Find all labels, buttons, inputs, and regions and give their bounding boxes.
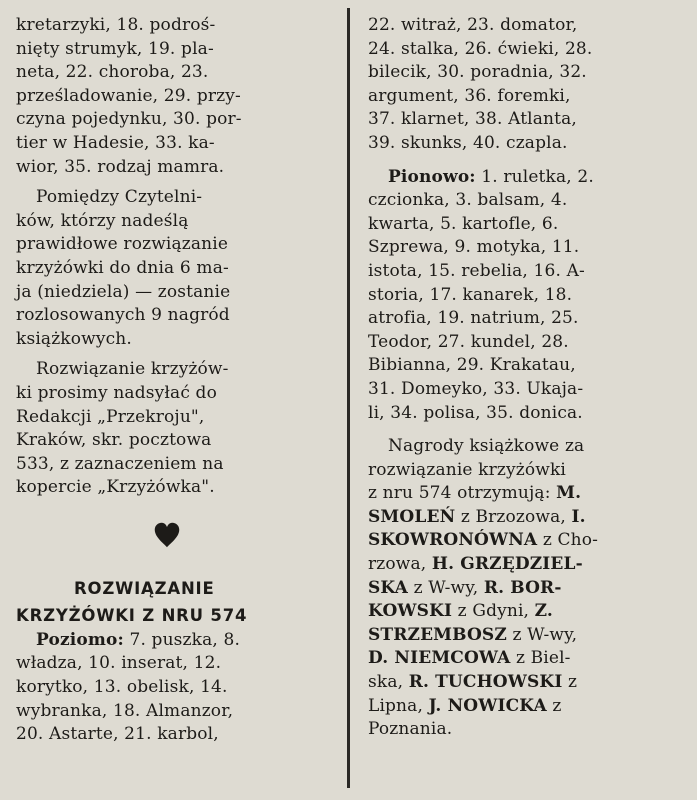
winner-name: STRZEMBOSZ [368, 624, 507, 645]
text-run: Lipna, [368, 695, 429, 716]
winner-name: M. [556, 483, 582, 504]
text-line: rozwiązanie krzyżówki [368, 459, 567, 480]
text-run: z Brzozowa, [455, 506, 572, 527]
text-line: władza, 10. inserat, 12. [16, 653, 222, 674]
solution-heading-line: ROZWIĄZANIE [74, 578, 215, 598]
text-line: prawidłowe rozwiązanie [16, 234, 229, 255]
vertical-answers [368, 166, 690, 426]
winner-name: KOWSKI [368, 601, 453, 622]
text-run: z Cho- [537, 530, 599, 551]
winners-list [368, 435, 690, 742]
winner-name: D. NIEMCOWA [368, 648, 511, 669]
text-line [16, 629, 328, 653]
text-line: 37. klarnet, 38. Atlanta, [368, 109, 577, 130]
winner-name: SKOWRONÓWNA [368, 530, 538, 551]
text-line: korytko, 13. obelisk, 14. [16, 677, 228, 698]
text-line [368, 624, 690, 648]
text-line: 39. skunks, 40. czapla. [368, 132, 568, 153]
winner-name: SMOLEŃ [368, 506, 456, 527]
text-line [368, 600, 690, 624]
horizontal-answers [16, 629, 328, 747]
winner-name: H. GRZĘDZIEL- [431, 554, 583, 575]
winner-name: Z. [534, 601, 553, 622]
text-line: wybranka, 18. Almanzor, [16, 700, 234, 721]
text-line: Teodor, 27. kundel, 28. [368, 331, 569, 352]
text-run: z W-wy, [408, 577, 484, 598]
text-line: 533, z zaznaczeniem na [16, 453, 224, 474]
text-line: istota, 15. rebelia, 16. A- [368, 260, 585, 281]
text-line [368, 695, 690, 719]
text-line: tier w Hadesie, 33. ka- [16, 132, 215, 153]
text-run: rzowa, [368, 554, 432, 575]
winner-name: R. TUCHOWSKI [408, 672, 563, 693]
text-line: Nagrody książkowe za [388, 436, 585, 457]
text-line [368, 166, 690, 190]
text-line: czyna pojedynku, 30. por- [16, 109, 242, 130]
text-run: z Biel- [510, 648, 571, 669]
text-run: z [546, 695, 562, 716]
text-line: bilecik, 30. poradnia, 32. [368, 62, 587, 83]
heart-icon [153, 521, 181, 549]
text-line: czcionka, 3. balsam, 4. [368, 190, 568, 211]
text-line: argument, 36. foremki, [368, 85, 571, 106]
solution-heading-line: KRZYŻÓWKI Z NRU 574 [16, 605, 248, 625]
horizontal-first: 7. puszka, 8. [123, 629, 241, 650]
left-column [16, 14, 328, 747]
text-run: z [562, 672, 578, 693]
winner-name: SKA [368, 577, 409, 598]
text-run: z W-wy, [506, 624, 578, 645]
submission-notice [16, 358, 328, 500]
text-line: storia, 17. kanarek, 18. [368, 284, 573, 305]
text-line: krzyżówki do dnia 6 ma- [16, 257, 229, 278]
text-line: 20. Astarte, 21. karbol, [16, 724, 219, 745]
winner-name: I. [571, 506, 586, 527]
horizontal-answers-continued [368, 14, 690, 156]
text-line: wior, 35. rodzaj mamra. [16, 156, 225, 177]
text-run: ska, [368, 672, 409, 693]
text-line: neta, 22. choroba, 23. [16, 62, 209, 83]
text-line: li, 34. polisa, 35. donica. [368, 402, 583, 423]
text-line [368, 506, 690, 530]
text-line [368, 671, 690, 695]
text-line: Pomiędzy Czytelni- [36, 187, 203, 208]
text-line: 31. Domeyko, 33. Ukaja- [368, 378, 584, 399]
text-line: nięty strumyk, 19. pla- [16, 38, 214, 59]
text-line: prześladowanie, 29. przy- [16, 85, 241, 106]
text-line [368, 482, 690, 506]
text-line: Redakcji „Przekroju", [16, 406, 205, 427]
text-line: książkowych. [16, 328, 132, 349]
vertical-first: 1. ruletka, 2. [475, 166, 594, 187]
right-column [368, 14, 690, 742]
text-run: z Gdyni, [452, 601, 535, 622]
text-line [368, 577, 690, 601]
text-line [368, 553, 690, 577]
text-line: ja (niedziela) — zostanie [16, 281, 231, 302]
text-line: rozlosowanych 9 nagród [16, 305, 230, 326]
text-line: Kraków, skr. pocztowa [16, 430, 212, 451]
previous-solution-tail [16, 14, 328, 179]
text-line: Szprewa, 9. motyka, 11. [368, 237, 580, 258]
solution-heading [16, 575, 328, 629]
text-line: Bibianna, 29. Krakatau, [368, 355, 576, 376]
text-line: kwarta, 5. kartofle, 6. [368, 213, 559, 234]
text-run: z nru 574 otrzymują: [368, 483, 557, 504]
text-line: Rozwiązanie krzyżów- [36, 359, 229, 380]
winner-name: J. NOWICKA [428, 695, 547, 716]
text-line [368, 529, 690, 553]
ornament [16, 507, 328, 575]
text-line: 24. stalka, 26. ćwieki, 28. [368, 38, 593, 59]
prizes-notice [16, 186, 328, 351]
text-line: atrofia, 19. natrium, 25. [368, 308, 579, 329]
text-line: Poznania. [368, 719, 453, 740]
text-line: ki prosimy nadsyłać do [16, 382, 217, 403]
text-line: ków, którzy nadeślą [16, 210, 189, 231]
vertical-label: Pionowo: [388, 166, 476, 187]
column-divider [347, 8, 350, 788]
horizontal-label: Poziomo: [36, 629, 124, 650]
text-line [368, 647, 690, 671]
text-line: 22. witraż, 23. domator, [368, 15, 578, 35]
text-line: kretarzyki, 18. podroś- [16, 15, 216, 35]
winner-name: R. BOR- [483, 577, 562, 598]
text-line: kopercie „Krzyżówka". [16, 477, 215, 498]
